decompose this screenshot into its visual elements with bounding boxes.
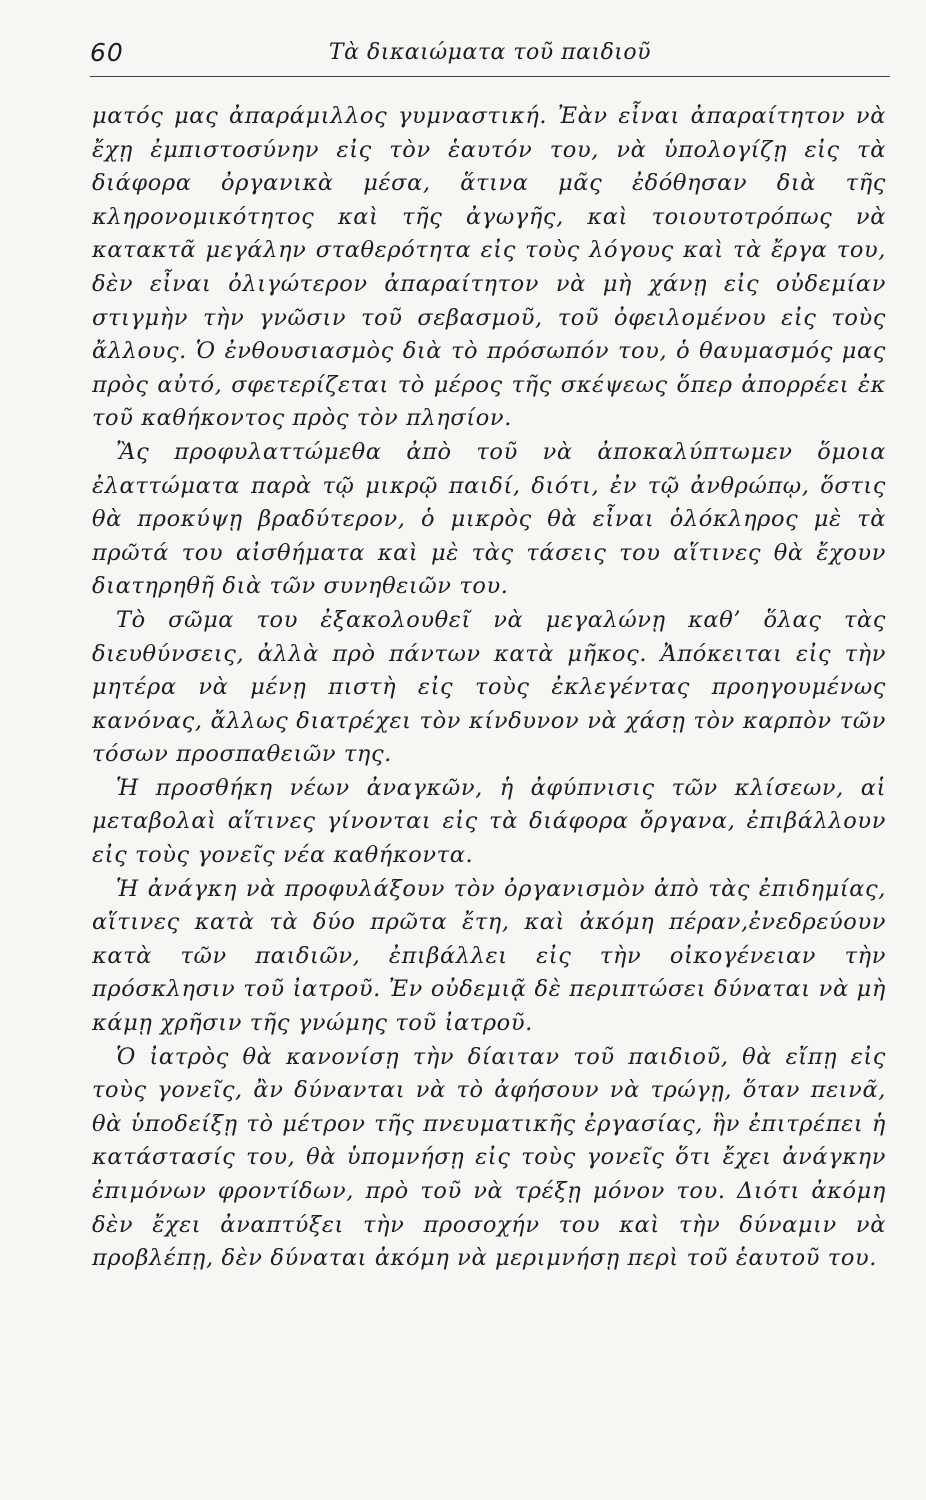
running-title: Τὰ δικαιώματα τοῦ παιδιοῦ: [328, 40, 652, 65]
paragraph-3: Τὸ σῶμα του ἐξακολουθεῖ νὰ μεγαλώνῃ καθ’ ὅλας τὰς διευθύνσεις, ἀλλὰ πρὸ πάντων κατὰ μῆκος. Ἀπόκειται εἰς τὴν μητέρα νὰ μένῃ πιστὴ εἰς τοὺς ἐκλεγέντας προηγουμένως κανόνας, ἄλλως διατρέχει τὸν κίνδυνον νὰ χάσῃ τὸν καρπὸν τῶν τόσων προσπαθειῶν της.: [92, 606, 886, 768]
paragraph-5: Ἡ ἀνάγκη νὰ προφυλάξουν τὸν ὀργανισμὸν ἀπὸ τὰς ἐπιδημίας, αἵτινες κατὰ τὰ δύο πρῶτα ἔτη, καὶ ἀκόμη πέραν,ἐνεδρεύουν κατὰ τῶν παιδιῶν, ἐπιβάλλει εἰς τὴν οἰκογένειαν τὴν πρόσκλησιν τοῦ ἰατροῦ. Ἐν οὐδεμιᾷ δὲ περιπτώσει δύναται νὰ μὴ κάμῃ χρῆσιν τῆς γνώμης τοῦ ἰατροῦ.: [92, 875, 886, 1037]
page-number: 60: [90, 38, 124, 67]
body-text: [92, 100, 886, 1276]
paragraph-4: Ἡ προσθήκη νέων ἀναγκῶν, ἡ ἀφύπνισις τῶν κλίσεων, αἱ μεταβολαὶ αἵτινες γίνονται εἰς τὰ διάφορα ὄργανα, ἐπιβάλλουν εἰς τοὺς γονεῖς νέα καθήκοντα.: [92, 774, 886, 869]
paragraph-6: Ὁ ἰατρὸς θὰ κανονίσῃ τὴν δίαιταν τοῦ παιδιοῦ, θὰ εἴπῃ εἰς τοὺς γονεῖς, ἂν δύνανται νὰ τὸ ἀφήσουν νὰ τρώγῃ, ὅταν πεινᾶ, θὰ ὑποδείξῃ τὸ μέτρον τῆς πνευματικῆς ἐργασίας, ἣν ἐπιτρέπει ἡ κατάστασίς του, θὰ ὑπομνήσῃ εἰς τοὺς γονεῖς ὅτι ἔχει ἀνάγκην ἐπιμόνων φροντίδων, πρὸ τοῦ νὰ τρέξῃ μόνον του. Διότι ἀκόμη δὲν ἔχει ἀναπτύξει τὴν προσοχήν του καὶ τὴν δύναμιν νὰ προβλέπῃ, δὲν δύναται ἀκόμη νὰ μεριμνήσῃ περὶ τοῦ ἑαυτοῦ του.: [92, 1043, 886, 1272]
page-header: [90, 36, 890, 77]
paragraph-2: Ἂς προφυλαττώμεθα ἀπὸ τοῦ νὰ ἀποκαλύπτωμεν ὅμοια ἐλαττώματα παρὰ τῷ μικρῷ παιδί, διότι, ἐν τῷ ἀνθρώπῳ, ὅστις θὰ προκύψῃ βραδύτερον, ὁ μικρὸς θὰ εἶναι ὁλόκληρος μὲ τὰ πρῶτά του αἰσθήματα καὶ μὲ τὰς τάσεις του αἵτινες θὰ ἔχουν διατηρηθῆ διὰ τῶν συνηθειῶν του.: [92, 438, 886, 600]
paragraph-1: ματός μας ἀπαράμιλλος γυμναστική. Ἐὰν εἶναι ἀπαραίτητον νὰ ἔχῃ ἐμπιστοσύνην εἰς τὸν ἑαυτόν του, νὰ ὑπολογίζῃ εἰς τὰ διάφορα ὀργανικὰ μέσα, ἅτινα μᾶς ἐδόθησαν διὰ τῆς κληρονομικότητος καὶ τῆς ἀγωγῆς, καὶ τοιουτοτρόπως νὰ κατακτᾶ μεγάλην σταθερότητα εἰς τοὺς λόγους καὶ τὰ ἔργα του, δὲν εἶναι ὀλιγώτερον ἀπαραίτητον νὰ μὴ χάνῃ εἰς οὐδεμίαν στιγμὴν τὴν γνῶσιν τοῦ σεβασμοῦ, τοῦ ὀφειλομένου εἰς τοὺς ἄλλους. Ὁ ἐνθουσιασμὸς διὰ τὸ πρόσωπόν του, ὁ θαυμασμός μας πρὸς αὐτό, σφετερίζεται τὸ μέρος τῆς σκέψεως ὅπερ ἀπορρέει ἐκ τοῦ καθήκοντος πρὸς τὸν πλησίον.: [92, 103, 886, 432]
